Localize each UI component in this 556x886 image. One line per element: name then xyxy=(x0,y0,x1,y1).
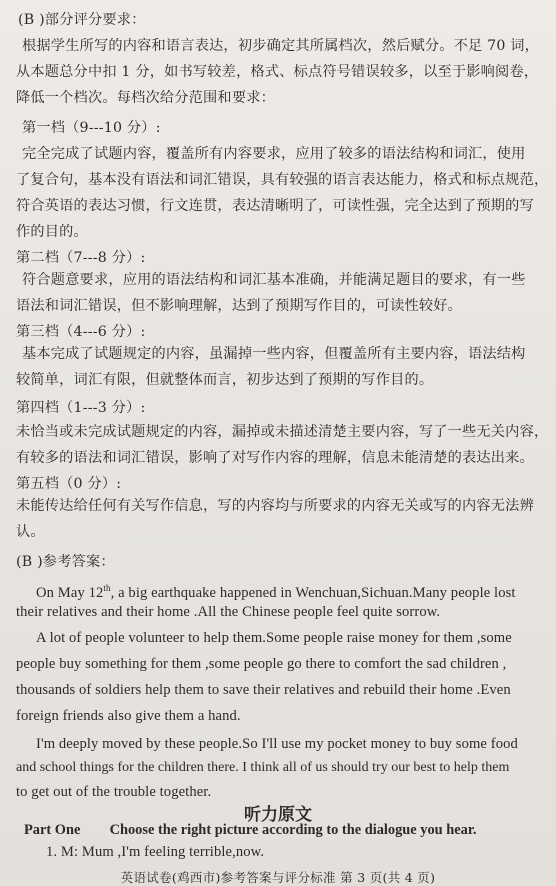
part-instruction: Choose the right picture according to the dialogue you hear. xyxy=(109,822,477,838)
level-1-text: 了复合句，基本没有语法和词汇错误，具有较强的语言表达能力，格式和标点规范， xyxy=(16,172,549,188)
part-label: Part One xyxy=(24,822,81,838)
listening-part-line xyxy=(24,822,477,839)
answer-paragraph-3-line: I'm deeply moved by these people.So I'll use my pocket money to buy some food xyxy=(36,736,518,752)
listening-heading: 听力原文 xyxy=(244,805,312,825)
intro-line: 从本题总分中扣 1 分，如书写较差，格式、标点符号错误较多，以至于影响阅卷， xyxy=(16,64,539,80)
date-ordinal-suffix: th xyxy=(103,583,111,593)
level-3-heading: 第三档（4---6 分）: xyxy=(16,324,146,340)
level-1-text: 作的目的。 xyxy=(16,224,88,240)
level-2-text: 语法和词汇错误，但不影响理解，达到了预期写作目的，可读性较好。 xyxy=(16,298,463,314)
answer-text: , a big earthquake happened in Wenchuan,Sichuan.Many people lost xyxy=(110,584,516,601)
level-1-text: 完全完成了试题内容，覆盖所有内容要求，应用了较多的语法结构和词汇，使用 xyxy=(22,146,526,162)
answer-date: On May 12 xyxy=(36,584,104,601)
answer-paragraph-1-line: their relatives and their home .All the Chinese people feel quite sorrow. xyxy=(16,604,441,620)
level-2-text: 符合题意要求，应用的语法结构和词汇基本准确，并能满足题目的要求，有一些 xyxy=(22,272,526,288)
answer-paragraph-2-line: thousands of soldiers help them to save their relatives and rebuild their home .Even xyxy=(16,682,511,698)
level-5-heading: 第五档（0 分）: xyxy=(16,476,122,492)
level-3-text: 较简单，词汇有限，但就整体而言，初步达到了预期的写作目的。 xyxy=(16,372,434,388)
answer-paragraph-3-line: and school things for the children there. I think all of us should try our best to help them xyxy=(16,760,510,775)
answer-paragraph-1-line xyxy=(36,578,548,603)
level-3-text: 基本完成了试题规定的内容，虽漏掉一些内容，但覆盖所有主要内容，语法结构 xyxy=(22,346,526,362)
level-5-text: 认。 xyxy=(16,524,45,540)
answer-paragraph-2-line: A lot of people volunteer to help them.Some people raise money for them ,some xyxy=(36,630,512,646)
intro-line: 根据学生所写的内容和语言表达，初步确定其所属档次，然后赋分。不足 70 词， xyxy=(22,38,540,54)
level-1-heading: 第一档（9---10 分）: xyxy=(22,120,161,136)
reference-answer-title: (B )参考答案： xyxy=(16,554,115,570)
section-b-scoring-title: (B )部分评分要求： xyxy=(18,12,146,28)
dialogue-line: 1. M: Mum ,I'm feeling terrible,now. xyxy=(46,844,265,860)
intro-line: 降低一个档次。每档次给分范围和要求： xyxy=(16,90,275,106)
level-5-text: 未能传达给任何有关写作信息，写的内容均与所要求的内容无关或写的内容无法辨 xyxy=(16,498,534,514)
level-4-text: 未恰当或未完成试题规定的内容，漏掉或未描述清楚主要内容，写了一些无关内容， xyxy=(16,424,549,440)
answer-paragraph-2-line: foreign friends also give them a hand. xyxy=(16,708,241,724)
level-4-text: 有较多的语法和词汇错误，影响了对写作内容的理解，信息未能清楚的表达出来。 xyxy=(16,450,534,466)
page-footer: 英语试卷(鸡西市)参考答案与评分标准 第 3 页(共 4 页) xyxy=(120,870,436,885)
level-4-heading: 第四档（1---3 分）: xyxy=(16,400,146,416)
answer-paragraph-3-line: to get out of the trouble together. xyxy=(16,784,212,800)
level-2-heading: 第二档（7---8 分）: xyxy=(16,250,146,266)
answer-paragraph-2-line: people buy something for them ,some people go there to comfort the sad children , xyxy=(16,656,507,672)
level-1-text: 符合英语的表达习惯，行文连贯，表达清晰明了，可读性强，完全达到了预期的写 xyxy=(16,198,534,214)
